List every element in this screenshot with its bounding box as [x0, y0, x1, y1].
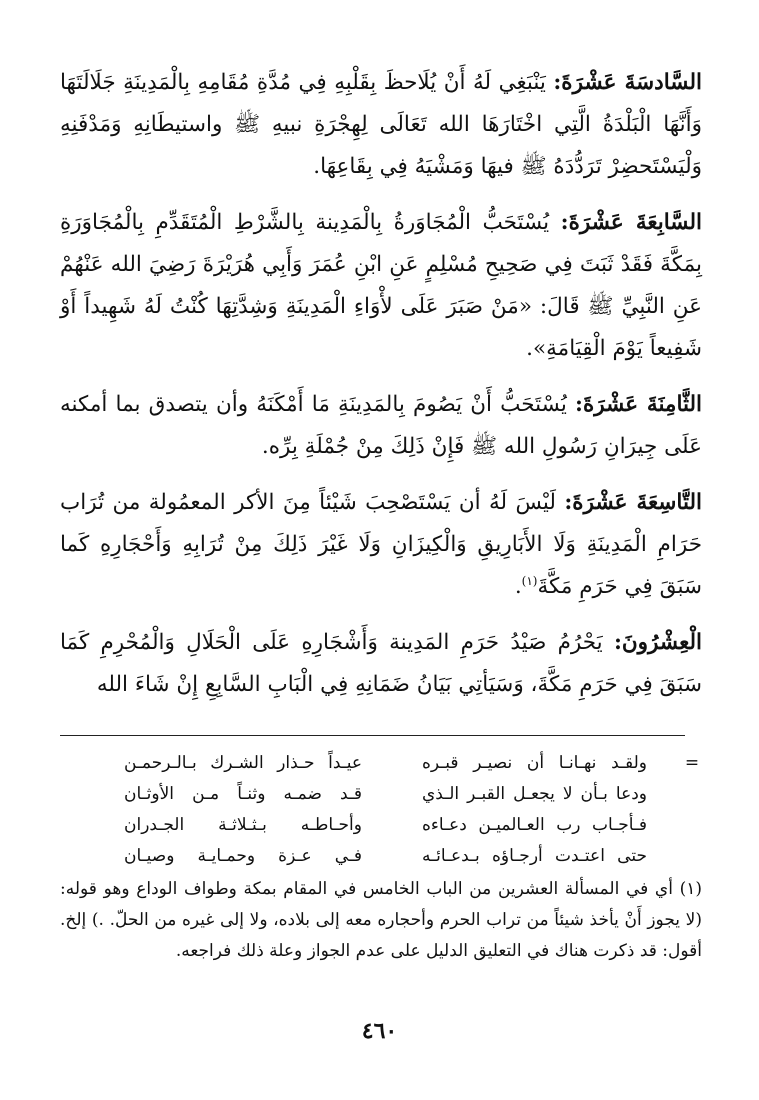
paragraph-heading: السَّابِعَةَ عَشْرَةَ: [560, 210, 702, 235]
verse-second-hemistich: فـي عـزة وحمـايـة وصيـان [124, 846, 362, 866]
paragraph-heading: الْعِشْرُونَ: [613, 630, 702, 655]
verse-first-hemistich: ودعا بـأن لا يجعـل القبـر الـذي [422, 784, 647, 804]
paragraph-punctuation: . [514, 574, 522, 599]
verse-first-hemistich: فـأجـاب رب العـالميـن دعـاءه [422, 815, 647, 835]
paragraph-body: لَيْسَ لَهُ أن يَسْتَصْحِبَ شَيْئاً مِنَ الأكر المعمُولة من تُرَاب حَرَامِ الْمَدِينَةِ وَلَا الأَبَارِيقِ وَالْكِيزَانِ وَلَا غَيْرَ ذَلِكَ مِنْ تُرَابِهِ وَأَحْجَارِهِ كَما سَبَقَ فِي حَرَمِ مَكَّةَ [60, 490, 702, 599]
paragraph-heading: التَّاسِعَةَ عَشْرَةَ: [564, 490, 702, 515]
footnote-reference[interactable]: (١) [521, 573, 538, 588]
page-number: ٤٦٠ [361, 1018, 398, 1044]
paragraph-heading: الثَّامِنَةَ عَشْرَةَ: [575, 392, 703, 417]
paragraph-body: يُسْتَحَبُّ الْمُجَاوَرةُ بِالْمَدِينة بِالشَّرْطِ الْمُتَقَدِّمِ بِالْمُجَاوَرَةِ بِمَكَّةَ فَقَدْ ثَبَتَ فِي صَحِيحِ مُسْلِمٍ عَنِ ابْنِ عُمَرَ وَأَبِي هُرَيْرَةَ رَضِيَ الله عَنْهُمْ عَنِ النَّبِيِّ ﷺ قَالَ: «مَنْ صَبَرَ عَلَى لأْوَاءِ الْمَدِينَةِ وَشِدَّتِهَا كُنْتُ لَهُ شَهِيداً أَوْ شَفِيعاً يَوْمَ الْقِيَامَةِ». [60, 210, 702, 361]
poem-verse [60, 810, 702, 841]
paragraph-17 [60, 202, 702, 370]
verse-second-hemistich: قـد ضمـه وثنـاً مـن الأوثـان [124, 784, 362, 804]
footnote-poem [60, 748, 702, 872]
paragraph-18 [60, 384, 702, 468]
verse-first-hemistich: ولقـد نهـانـا أن نصيـر قبـره [422, 753, 647, 773]
paragraph-19 [60, 482, 702, 608]
continuation-marker: = [684, 753, 700, 773]
main-text [60, 62, 702, 720]
paragraph-heading: السَّادسَةَ عَشْرَةَ: [553, 70, 702, 95]
paragraph-body: يَنْبَغِي لَهُ أَنْ يُلَاحظَ بِقَلْبِهِ فِي مُدَّةِ مُقَامِهِ بِالْمَدِينَةِ جَلَالَتَهَا وَأَنَّهَا الْبَلْدَةُ الَّتِي اخْتَارَهَا الله تَعَالَى لِهِجْرَةِ نبيهِ ﷺ واستيطَانِهِ وَمَدْفَنِهِ وَلْيَسْتَحضِرْ تَرَدُّدَهُ ﷺ فيهَا وَمَشْيَهُ فِي بِقَاعِهَا. [60, 70, 702, 179]
footnote-divider [60, 735, 685, 736]
paragraph-body: يُسْتَحَبُّ أَنْ يَصُومَ بِالمَدِينَةِ مَا أَمْكَنَهُ وأن يتصدق بما أمكنه عَلَى جِيرَانِ رَسُولِ الله ﷺ فَإِنْ ذَلِكَ مِنْ جُمْلَةِ بِرِّه. [60, 392, 702, 459]
verse-first-hemistich: حتى اعتـدت أرجـاؤه بـدعـائـه [422, 846, 647, 866]
verse-second-hemistich: وأحـاطـه بـثـلاثـة الجـدران [124, 815, 362, 835]
footnote-1: (١) أي في المسألة العشرين من الباب الخامس في المقام بمكة وطواف الوداع وهو قوله: (لا يجوز أَنْ يأخذ شيئاً من تراب الحرم وأحجاره معه إلى بلاده، ولا إلى غيره من الحلّ. .) إلخ. أقول: قد ذكرت هناك في التعليق الدليل على عدم الجواز وعلة ذلك فراجعه. [60, 879, 702, 961]
paragraph-body: يَحْرُمُ صَيْدُ حَرَمِ المَدِينة وَأَشْجَارِهِ عَلَى الْحَلَالِ وَالْمُحْرِمِ كَمَا سَبَقَ فِي حَرَمِ مَكَّةَ، وَسَيَأتِي بَيَانُ ضَمَانِهِ فِي الْبَابِ السَّابِعِ إِنْ شَاءَ الله [60, 630, 702, 697]
verse-second-hemistich: عيـداً حـذار الشـرك بـالـرحمـن [124, 753, 362, 773]
poem-verse [60, 748, 702, 779]
paragraph-20 [60, 622, 702, 706]
paragraph-16 [60, 62, 702, 188]
poem-verse [60, 779, 702, 810]
poem-verse [60, 841, 702, 872]
